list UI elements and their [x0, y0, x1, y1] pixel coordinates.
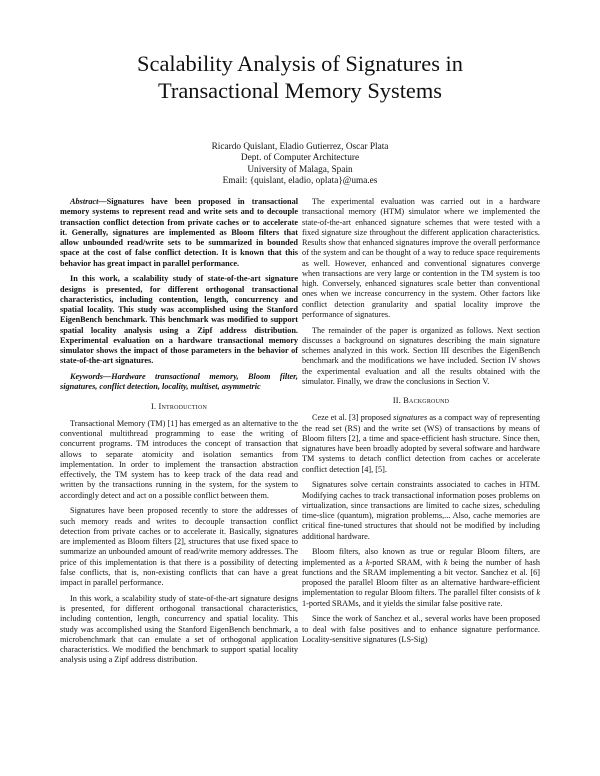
- section-number: II.: [392, 396, 402, 405]
- author-names: Ricardo Quislant, Eladio Gutierrez, Oscar Plata: [211, 142, 389, 152]
- section-title: Background: [403, 396, 450, 405]
- author-dept: Dept. of Computer Architecture: [240, 153, 360, 164]
- keywords-text: Hardware transactional memory, Bloom filter, signatures, conflict detection, locality, multiset, asymmetric: [60, 372, 298, 392]
- math-k: k: [443, 557, 448, 567]
- emphasis-signatures: signatures: [393, 413, 428, 423]
- section-heading-background: [302, 396, 540, 406]
- section-number: I.: [150, 401, 157, 411]
- text-run: Ceze et al. [3] proposed: [312, 413, 394, 423]
- math-k: k: [365, 557, 370, 567]
- background-paragraph-2: Signatures solve certain constraints associated to caches in HTM. Modifying caches to track transactional information poses problems on virtualization, since transactions are limited to cache sizes, scheduling time-slice (quantum), migration problems,... Also, cache memories are critical fine-tuned structures that should not be modified by including additional hardware.: [302, 480, 540, 541]
- intro-paragraph-3: In this work, a scalability study of state-of-the-art signature designs is presented, for different orthogonal transactional characteristics, including contention, length, concurrency and spatial locality. This study was accomplished using the Stanford EigenBench benchmark, a microbenchmark that can emulate a set of orthogonal application characteristics. We modified the benchmark to support spatial locality analysis using a Zipf address distribution.: [60, 593, 298, 665]
- abstract-label: Abstract—: [70, 197, 107, 206]
- background-paragraph-4: Since the work of Sanchez et al., several works have been proposed to deal with false positives and to enhance signature performance. Locality-sensitive signatures (LS-Sig): [302, 614, 540, 644]
- author-email: Email: {quislant, eladio, oplata}@uma.es: [222, 176, 378, 187]
- background-paragraph-1: [302, 413, 540, 475]
- left-column: [60, 197, 298, 671]
- abstract-paragraph-2: In this work, a scalability study of state-of-the-art signature designs is presented, for different orthogonal transactional characteristics, including contention, length, concurrency and spatial locality. This study was accomplished using the Stanford EigenBench benchmark. This benchmark was modified to support spatial locality analysis using a Zipf address distribution. Experimental evaluation on a hardware transactional memory simulator shows the impact of those parameters in the behavior of state-of-the-art signatures.: [60, 274, 298, 366]
- keywords-label: Keywords—: [70, 372, 112, 381]
- right-column: [302, 197, 540, 651]
- author-university: University of Malaga, Spain: [247, 164, 353, 175]
- section-title: Introduction: [158, 401, 208, 411]
- intro-paragraph-1: Transactional Memory (TM) [1] has emerged as an alternative to the conventional multithread programming to ease the writing of concurrent programs. TM introduces the concept of transaction that allows to separate atomicity and isolation semantics from implementation. In order to implement the transaction abstraction effectively, the TM system has to keep track of the data read and written by the transactions running in the system, for the system to accordingly detect and act on a possible conflict between them.: [60, 418, 298, 500]
- text-run: being the number of hash functions and the SRAM implementing a bit vector. Sanchez et al. [6] proposed the parallel Bloom filter as an alternative hardware-efficient implementation to regular Bloom filters. The parallel filter consists of: [302, 557, 541, 598]
- section-heading-introduction: [60, 402, 298, 412]
- abstract-paragraph-1: [60, 197, 298, 269]
- paper-title: [60, 50, 540, 104]
- author-block: [100, 142, 500, 188]
- intro-paragraph-5: The remainder of the paper is organized as follows. Next section discusses a background on signatures describing the main signature schemes analyzed in this work. Section III describes the EigenBench benchmark and the modifications we have included. Section IV shows the experimental evaluation and all the results obtained with the simulator. Finally, we draw the conclusions in Section V.: [302, 325, 540, 386]
- abstract-text-1: Signatures have been proposed in transactional memory systems to represent read and write sets and to decouple transaction conflict detection from private caches or to accelerate it. Generally, signatures are implemented as Bloom filters that allow unbounded read/write sets to be summarized in bounded space at the cost of false conflict detection. It is known that this behavior has great impact in parallel performance.: [60, 197, 298, 268]
- title-line-1: Scalability Analysis of Signatures in: [137, 51, 463, 76]
- math-k: k: [536, 588, 540, 598]
- text-run: Bloom filters, also known as true or regular Bloom filters, are implemented as a: [302, 547, 540, 567]
- intro-paragraph-4: The experimental evaluation was carried out in a hardware transactional memory (HTM) simulator where we implemented the state-of-the-art enhanced signature schemes that were tested with a fixed signature size throughout the different application characteristics. Results show that enhanced signatures improve the overall performance of the system and can be thought of a way to reduce space requirements as well. However, enhanced and conventional signatures converge when transactions are very large or contention in the TM system is too high. Conversely, enhanced signatures scale better than conventional ones when we increase concurrency in the system. Other factors like conflict detection granularity and spatial locality improve the performance of signatures.: [302, 197, 540, 319]
- text-run: -ported SRAM, with: [369, 557, 444, 567]
- text-run: as a compact way of representing the read set (RS) and the write set (WS) of transactions by means of Bloom filters [2], a time and space-efficient hash structure. Since then, signatures have been broadly adopted by several software and hardware TM systems to detach conflict detection from caches or accelerate conflict detection [4], [5].: [302, 413, 540, 474]
- background-paragraph-3: [302, 547, 540, 609]
- intro-paragraph-2: Signatures have been proposed recently to store the addresses of such memory reads and writes to decouple transaction conflict detection from private caches or to accelerate it. Basically, signatures are implemented as Bloom filters [2], structures that use fixed space to summarize an unbounded amount of read/write memory addresses. The price of this implementation is that there is a possibility of detecting false conflicts, that is, non-existing conflicts that can have a great impact in parallel performance.: [60, 506, 298, 587]
- keywords: [60, 372, 298, 393]
- text-run: 1-ported SRAMs, and it yields the similar false positive rate.: [302, 598, 503, 608]
- title-line-2: Transactional Memory Systems: [157, 78, 442, 103]
